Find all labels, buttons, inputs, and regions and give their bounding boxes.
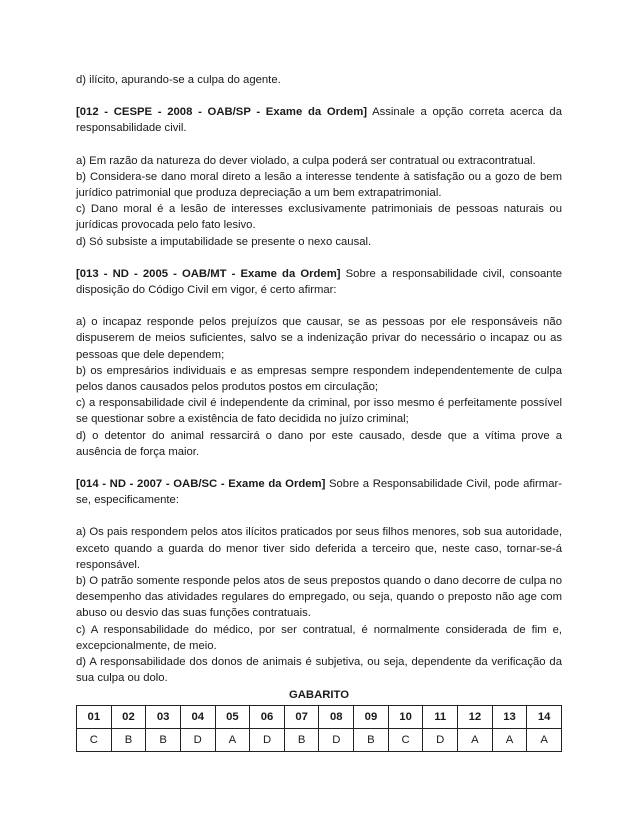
option-line: d) Só subsiste a imputabilidade se presente o nexo causal.	[76, 235, 372, 248]
option-line: d) o detentor do animal ressarcirá o dano por este causado, desde que a vítima prove a ausência de força maior.	[76, 429, 562, 458]
question-text: Sobre a Responsabilidade Civil, pode afirmar-se, especificamente:	[76, 478, 563, 507]
answer-key-answer: B	[111, 728, 146, 751]
answer-key-answer: A	[527, 728, 562, 751]
answer-key-answer: C	[77, 728, 112, 751]
answer-key-answer: C	[388, 728, 423, 751]
question-statement	[76, 266, 562, 298]
option-line: c) a responsabilidade civil é independente da criminal, por isso mesmo é perfeitamente possível se questionar sobre a existência de fato decidida no juízo criminal;	[76, 397, 562, 426]
option-line: b) os empresários individuais e as empresas sempre respondem independentemente de culpa pelos danos causados pelos produtos postos em circulação;	[76, 364, 562, 394]
option-line: b) O patrão somente responde pelos atos de seus prepostos quando o dano decorre de culpa no desempenho das atividades regulares do empregado, ou seja, quando o preposto não age com abuso ou desvio das suas funções contratuais.	[76, 575, 562, 620]
answer-key-table	[76, 705, 562, 752]
answer-key-answer: D	[319, 728, 354, 751]
answer-key-number: 02	[111, 705, 146, 728]
answer-key-number: 13	[492, 705, 527, 728]
option-line: a) Em razão da natureza do dever violado, a culpa poderá ser contratual ou extracontratual.	[76, 154, 536, 167]
question-header: [014 - ND - 2007 - OAB/SC - Exame da Ordem]	[76, 478, 326, 491]
answer-key-title: GABARITO	[288, 688, 350, 701]
answer-key-number: 05	[215, 705, 250, 728]
question-statement	[76, 104, 562, 136]
answer-key-number: 01	[77, 705, 112, 728]
question-text: Assinale a opção correta acerca da responsabilidade civil.	[76, 106, 562, 135]
question-text: Sobre a responsabilidade civil, consoante disposição do Código Civil em vigor, é certo afirmar:	[76, 267, 562, 297]
answer-key-answers-row	[77, 728, 562, 751]
paragraph-gap	[76, 88, 562, 104]
option-line: a) Os pais respondem pelos atos ilícitos praticados por seus filhos menores, sob sua autoridade, exceto quando a guarda do menor tiver sido deferida a terceiro que, neste caso, tornar-se-á responsável.	[76, 526, 562, 571]
answer-key-answer: D	[250, 728, 285, 751]
option-line: a) o incapaz responde pelos prejuízos que causar, se as pessoas por ele responsáveis não dispuserem de meios suficientes, salvo se a indenização privar do necessário o incapaz ou as pessoas que dele dependem;	[76, 316, 562, 361]
option-line: d) ilícito, apurando-se a culpa do agente.	[76, 74, 281, 86]
question-statement	[76, 476, 562, 508]
answer-key-answer: B	[146, 728, 181, 751]
answer-key-answer: A	[215, 728, 250, 751]
paragraph-gap	[76, 298, 562, 314]
paragraph-gap	[76, 508, 562, 524]
answer-key-number: 08	[319, 705, 354, 728]
answer-key-answer: B	[354, 728, 389, 751]
question-header: [012 - CESPE - 2008 - OAB/SP - Exame da Ordem]	[76, 106, 368, 119]
answer-key-number: 11	[423, 705, 458, 728]
answer-key-answer: D	[423, 728, 458, 751]
answer-key-number: 03	[146, 705, 181, 728]
answer-key-number: 14	[527, 705, 562, 728]
document-page	[76, 72, 562, 752]
answer-key-number: 07	[284, 705, 319, 728]
answer-key-answer: B	[284, 728, 319, 751]
answer-key-answer: A	[458, 728, 493, 751]
option-line: c) Dano moral é a lesão de interesses exclusivamente patrimoniais de pessoas naturais ou jurídicas provocada pelo fato lesivo.	[76, 203, 562, 232]
paragraph-gap	[76, 250, 562, 266]
document-body	[76, 72, 562, 687]
option-line: c) A responsabilidade do médico, por ser contratual, é normalmente considerada de fim e, excepcionalmente, de meio.	[76, 623, 562, 652]
answer-key-answer: D	[180, 728, 215, 751]
answer-key-number: 12	[458, 705, 493, 728]
paragraph-gap	[76, 137, 562, 153]
option-line: b) Considera-se dano moral direto a lesão a interesse tendente à satisfação ou a gozo de bem jurídico patrimonial que produza depreciação a um bem extrapatrimonial.	[76, 170, 562, 200]
answer-key-number: 06	[250, 705, 285, 728]
answer-key-numbers-row	[77, 705, 562, 728]
paragraph-gap	[76, 460, 562, 476]
answer-key-answer: A	[492, 728, 527, 751]
answer-key-number: 04	[180, 705, 215, 728]
answer-key-number: 10	[388, 705, 423, 728]
option-line: d) A responsabilidade dos donos de animais é subjetiva, ou seja, dependente da verificação da sua culpa ou dolo.	[76, 656, 562, 685]
question-header: [013 - ND - 2005 - OAB/MT - Exame da Ordem]	[76, 267, 341, 280]
answer-key-number: 09	[354, 705, 389, 728]
